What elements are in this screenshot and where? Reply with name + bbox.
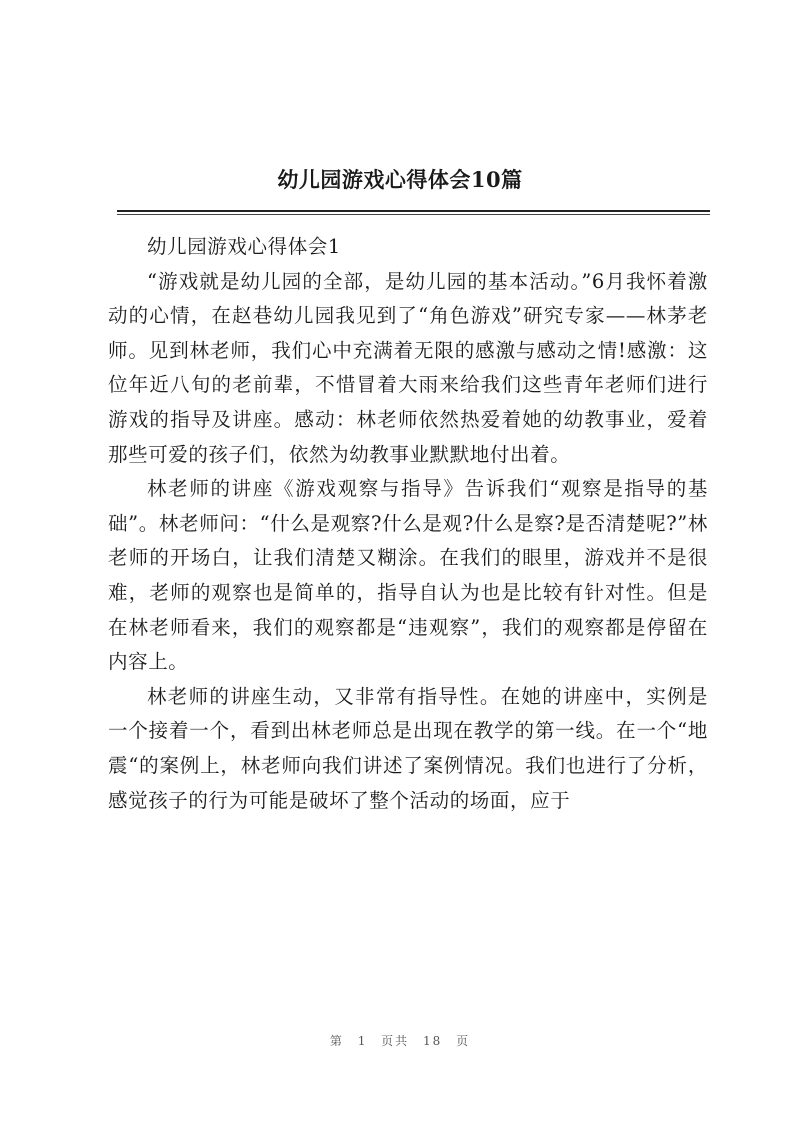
paragraph-1: “游戏就是幼儿园的全部，是幼儿园的基本活动。”6月我怀着激动的心情，在赵巷幼儿园我见到了“角色游戏”研究专家——林茅老师。见到林老师，我们心中充满着无限的感激与感动之情!感激：这位年近八旬的老前辈，不惜冒着大雨来给我们这些青年老师们进行游戏的指导及讲座。感动：林老师依然热爱着她的幼教事业，爱着那些可爱的孩子们，依然为幼教事业默默地付出着。 (108, 269, 708, 466)
page-footer (0, 1032, 800, 1049)
footer-middle: 页共 (381, 1034, 410, 1048)
title-divider-thin (117, 214, 710, 215)
footer-current-page: 1 (357, 1034, 368, 1048)
paragraph-3: 林老师的讲座生动，又非常有指导性。在她的讲座中，实例是一个接着一个，看到出林老师总是出现在教学的第一线。在一个“地震“的案例上，林老师向我们讲述了案例情况。我们也进行了分析，感觉孩子的行为可能是破坏了整个活动的场面，应于 (108, 684, 708, 812)
paragraph-2: 林老师的讲座《游戏观察与指导》告诉我们“观察是指导的基础”。林老师问：“什么是观察?什么是观?什么是察?是否清楚呢?”林老师的开场白，让我们清楚又糊涂。在我们的眼里，游戏并不是很难，老师的观察也是简单的，指导自认为也是比较有针对性。但是在林老师看来，我们的观察都是“违观察”，我们的观察都是停留在内容上。 (108, 477, 708, 674)
document-body (108, 230, 708, 818)
section-heading: 幼儿园游戏心得体会1 (147, 235, 341, 258)
document-title: 幼儿园游戏心得体会10篇 (277, 167, 523, 192)
footer-suffix: 页 (456, 1034, 471, 1048)
title-divider-thick (117, 210, 710, 212)
footer-prefix: 第 (329, 1034, 344, 1048)
footer-total-pages: 18 (423, 1034, 443, 1048)
